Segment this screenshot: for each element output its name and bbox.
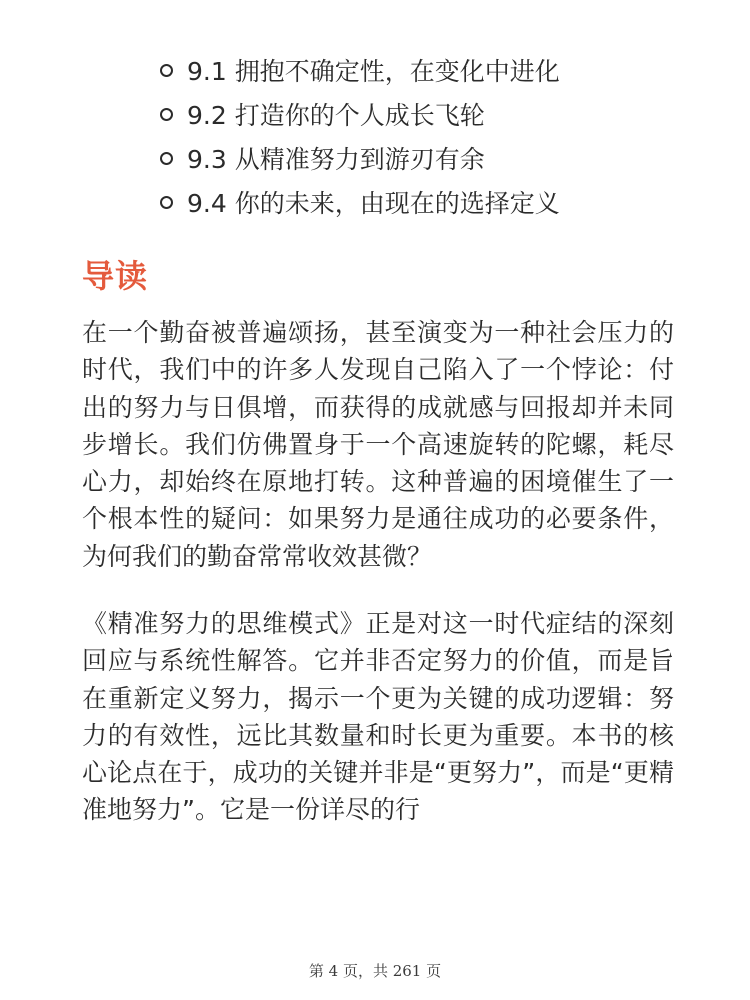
hollow-circle-bullet-icon [160,108,173,121]
hollow-circle-bullet-icon [160,152,173,165]
toc-item-label: 9.1 拥抱不确定性，在变化中进化 [187,57,560,86]
page-number-footer: 第 4 页，共 261 页 [308,962,442,980]
body-paragraph: 《精准努力的思维模式》正是对这一时代症结的深刻回应与系统性解答。它并非否定努力的价值，而是旨在重新定义努力，揭示一个更为关键的成功逻辑：努力的有效性，远比其数量和时长更为重要。本书的核心论点在于，成功的关键并非是“更努力”，而是“更精准地努力”。它是一份详尽的行 [82,609,674,825]
toc-item[interactable] [160,136,560,180]
section-heading: 导读 [82,257,149,295]
toc-item[interactable] [160,92,560,136]
hollow-circle-bullet-icon [160,64,173,77]
body-paragraph: 在一个勤奋被普遍颂扬，甚至演变为一种社会压力的时代，我们中的许多人发现自己陷入了一个悖论：付出的努力与日俱增，而获得的成就感与回报却并未同步增长。我们仿佛置身于一个高速旋转的陀螺，耗尽心力，却始终在原地打转。这种普遍的困境催生了一个根本性的疑问：如果努力是通往成功的必要条件，为何我们的勤奋常常收效甚微？ [82,318,674,571]
toc-item-label: 9.4 你的未来，由现在的选择定义 [187,189,560,218]
toc-item-label: 9.3 从精准努力到游刃有余 [187,145,485,174]
hollow-circle-bullet-icon [160,196,173,209]
table-of-contents-list [160,48,560,224]
toc-item-label: 9.2 打造你的个人成长飞轮 [187,101,485,130]
toc-item[interactable] [160,48,560,92]
toc-item[interactable] [160,180,560,224]
